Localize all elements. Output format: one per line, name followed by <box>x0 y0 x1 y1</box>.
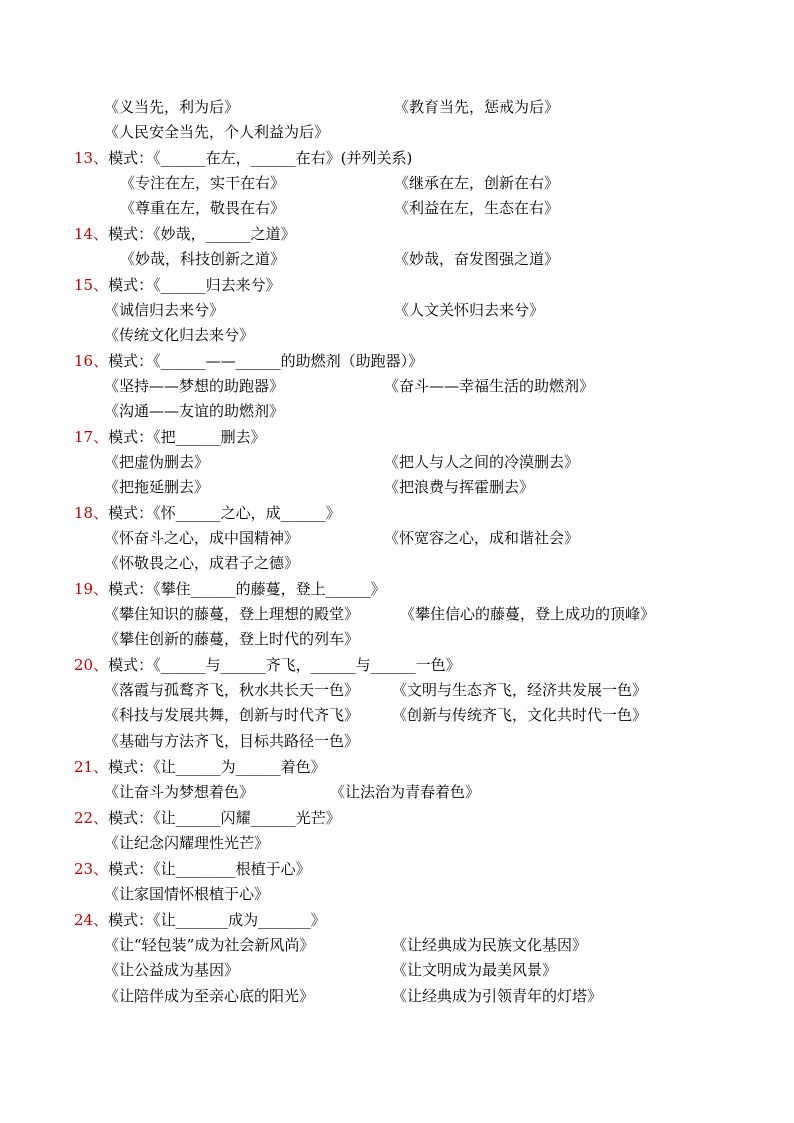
example-left: 《让奋斗为梦想着色》 <box>104 783 255 801</box>
example-right: 《人文关怀归去来兮》 <box>394 301 545 319</box>
pattern-text: 模式：《______归去来兮》 <box>108 276 281 294</box>
example-right: 《奋斗——幸福生活的助燃剂》 <box>384 377 595 395</box>
example-left: 《传统文化归去来兮》 <box>104 326 255 344</box>
example-left: 《让公益成为基因》 <box>104 961 240 979</box>
pattern-heading: 16、模式：《______——______的助燃剂（助跑器）》 <box>74 352 424 370</box>
pattern-text: 模式：《让_______成为_______》 <box>108 911 326 929</box>
example-right: 《把浪费与挥霍删去》 <box>384 478 535 496</box>
example-right: 《文明与生态齐飞，经济共发展一色》 <box>392 681 648 699</box>
pattern-heading: 14、模式：《妙哉，______之道》 <box>74 225 296 243</box>
pattern-number: 19 <box>74 580 94 598</box>
example-right: 《把人与人之间的冷漠删去》 <box>384 453 580 471</box>
example-right: 《妙哉，奋发图强之道》 <box>394 250 560 268</box>
example-left: 《把虚伪删去》 <box>104 453 210 471</box>
example-left: 《攀住创新的藤蔓，登上时代的列车》 <box>104 630 360 648</box>
example-left: 《科技与发展共舞，创新与时代齐飞》 <box>104 706 360 724</box>
pattern-text: 模式：《妙哉，______之道》 <box>108 225 296 243</box>
pattern-heading: 15、模式：《______归去来兮》 <box>74 276 281 294</box>
pattern-number: 24 <box>74 911 94 929</box>
pattern-number: 20 <box>74 656 94 674</box>
pattern-text: 模式：《让________根植于心》 <box>108 860 311 878</box>
pattern-text: 模式：《让______为______着色》 <box>108 758 326 776</box>
pattern-text: 模式：《______——______的助燃剂（助跑器）》 <box>108 352 424 370</box>
example-right: 《怀宽容之心，成和谐社会》 <box>384 529 580 547</box>
example-left: 《攀住知识的藤蔓，登上理想的殿堂》 <box>104 605 360 623</box>
pattern-number: 16 <box>74 352 94 370</box>
pattern-heading: 23、模式：《让________根植于心》 <box>74 860 311 878</box>
pattern-number: 18 <box>74 504 94 522</box>
example-right: 《让法治为青春着色》 <box>330 783 481 801</box>
example-left: 《义当先，利为后》 <box>104 98 240 116</box>
example-right: 《创新与传统齐飞，文化共时代一色》 <box>392 706 648 724</box>
example-left: 《让纪念闪耀理性光芒》 <box>104 834 270 852</box>
example-left: 《专注在左，实干在右》 <box>120 174 286 192</box>
example-right: 《利益在左，生态在右》 <box>394 199 560 217</box>
example-left: 《让陪伴成为至亲心底的阳光》 <box>104 987 315 1005</box>
pattern-text: 模式：《让______闪耀______光芒》 <box>108 809 341 827</box>
pattern-number: 14 <box>74 225 94 243</box>
example-right: 《教育当先，惩戒为后》 <box>394 98 560 116</box>
example-right: 《让经典成为民族文化基因》 <box>392 936 588 954</box>
pattern-number: 15 <box>74 276 94 294</box>
pattern-heading: 24、模式：《让_______成为_______》 <box>74 911 326 929</box>
example-right: 《攀住信心的藤蔓，登上成功的顶峰》 <box>400 605 656 623</box>
example-left: 《把拖延删去》 <box>104 478 210 496</box>
pattern-text: 模式：《攀住______的藤蔓，登上______》 <box>108 580 386 598</box>
pattern-text: 模式：《把______删去》 <box>108 428 266 446</box>
example-left: 《基础与方法齐飞，目标共路径一色》 <box>104 732 360 750</box>
example-right: 《让经典成为引领青年的灯塔》 <box>392 987 603 1005</box>
pattern-number: 13 <box>74 149 94 167</box>
example-left: 《落霞与孤鹜齐飞，秋水共长天一色》 <box>104 681 360 699</box>
pattern-heading: 13、模式：《______在左，______在右》(并列关系) <box>74 149 413 167</box>
example-left: 《坚持——梦想的助跑器》 <box>104 377 285 395</box>
pattern-text: 模式：《______与______齐飞，______与______一色》 <box>108 656 461 674</box>
pattern-heading: 17、模式：《把______删去》 <box>74 428 266 446</box>
example-left: 《沟通——友谊的助燃剂》 <box>104 402 285 420</box>
pattern-number: 21 <box>74 758 94 776</box>
example-left: 《怀敬畏之心，成君子之德》 <box>104 554 300 572</box>
pattern-heading: 22、模式：《让______闪耀______光芒》 <box>74 809 341 827</box>
pattern-heading: 20、模式：《______与______齐飞，______与______一色》 <box>74 656 461 674</box>
example-left: 《让家国情怀根植于心》 <box>104 885 270 903</box>
example-left: 《怀奋斗之心，成中国精神》 <box>104 529 300 547</box>
example-left: 《尊重在左，敬畏在右》 <box>120 199 286 217</box>
pattern-text: 模式：《______在左，______在右》(并列关系) <box>108 149 413 167</box>
pattern-number: 22 <box>74 809 94 827</box>
pattern-heading: 21、模式：《让______为______着色》 <box>74 758 326 776</box>
example-right: 《继承在左，创新在右》 <box>394 174 560 192</box>
pattern-text: 模式：《怀______之心，成______》 <box>108 504 341 522</box>
pattern-number: 17 <box>74 428 94 446</box>
pattern-number: 23 <box>74 860 94 878</box>
example-left: 《妙哉，科技创新之道》 <box>120 250 286 268</box>
example-left: 《人民安全当先，个人利益为后》 <box>104 123 330 141</box>
example-left: 《让“轻包装”成为社会新风尚》 <box>104 936 315 954</box>
example-right: 《让文明成为最美风景》 <box>392 961 558 979</box>
pattern-heading: 18、模式：《怀______之心，成______》 <box>74 504 341 522</box>
pattern-heading: 19、模式：《攀住______的藤蔓，登上______》 <box>74 580 386 598</box>
example-left: 《诚信归去来兮》 <box>104 301 225 319</box>
